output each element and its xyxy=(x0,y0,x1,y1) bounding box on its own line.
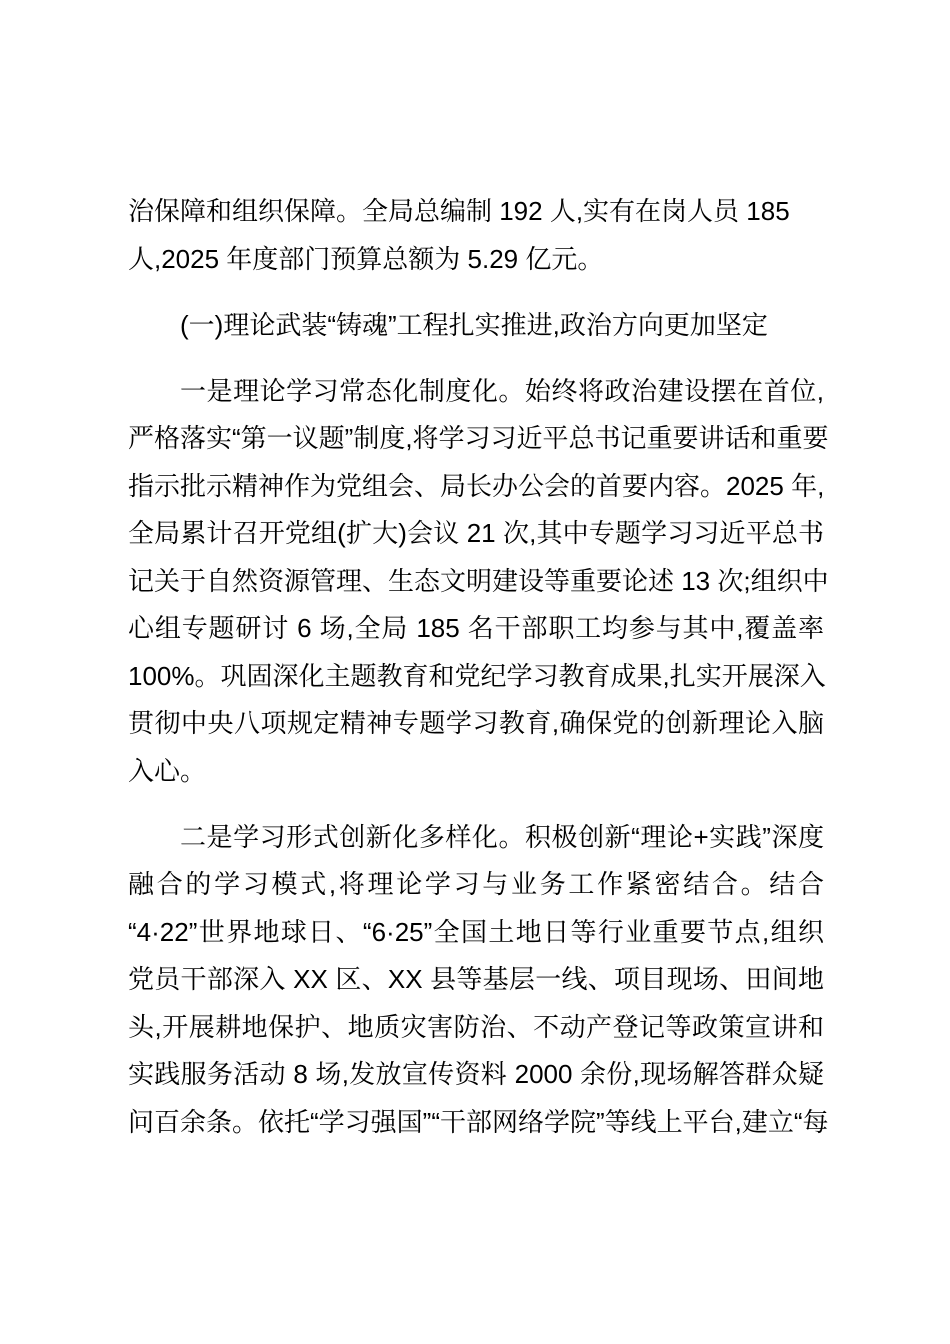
text-line: 指示批示精神作为党组会、局长办公会的首要内容。2025 年, xyxy=(128,470,825,501)
text-line: 问百余条。依托“学习强国”“干部网络学院”等线上平台,建立“每 xyxy=(128,1106,829,1137)
paragraph-continuation xyxy=(128,188,824,283)
text-line: 记关于自然资源管理、生态文明建设等重要论述 13 次;组织中 xyxy=(128,565,829,596)
text-line: 二是学习形式创新化多样化。积极创新“理论+实践”深度 xyxy=(180,821,824,852)
text-line: 治保障和组织保障。全局总编制 192 人,实有在岗人员 185 xyxy=(128,196,790,226)
document-content xyxy=(128,188,829,1165)
text-line: 贯彻中央八项规定精神专题学习教育,确保党的创新理论入脑 xyxy=(128,708,824,738)
text-line: 头,开展耕地保护、地质灾害防治、不动产登记等政策宣讲和 xyxy=(128,1011,824,1042)
text-line: 心组专题研讨 6 场,全局 185 名干部职工均参与其中,覆盖率 xyxy=(128,613,824,643)
text-line: “4·22”世界地球日、“6·25”全国土地日等行业重要节点,组织 xyxy=(128,916,824,947)
text-line: 实践服务活动 8 场,发放宣传资料 2000 余份,现场解答群众疑 xyxy=(128,1059,824,1089)
text-line: (一)理论武装“铸魂”工程扎实推进,政治方向更加坚定 xyxy=(180,309,768,340)
text-line: 人,2025 年度部门预算总额为 5.29 亿元。 xyxy=(128,243,604,274)
text-line: 入心。 xyxy=(128,755,207,786)
text-line: 党员干部深入 XX 区、XX 县等基层一线、项目现场、田间地 xyxy=(128,964,824,994)
paragraph-point-1 xyxy=(128,368,829,796)
text-line: 全局累计召开党组(扩大)会议 21 次,其中专题学习习近平总书 xyxy=(128,518,824,548)
paragraph-point-2 xyxy=(128,814,829,1147)
text-line: 100%。巩固深化主题教育和党纪学习教育成果,扎实开展深入 xyxy=(128,660,826,691)
text-line: 一是理论学习常态化制度化。始终将政治建设摆在首位, xyxy=(180,375,824,406)
text-line: 融合的学习模式,将理论学习与业务工作紧密结合。结合 xyxy=(128,869,824,899)
text-line: 严格落实“第一议题”制度,将学习习近平总书记重要讲话和重要 xyxy=(128,423,829,453)
paragraph-heading-section-1 xyxy=(128,302,824,350)
